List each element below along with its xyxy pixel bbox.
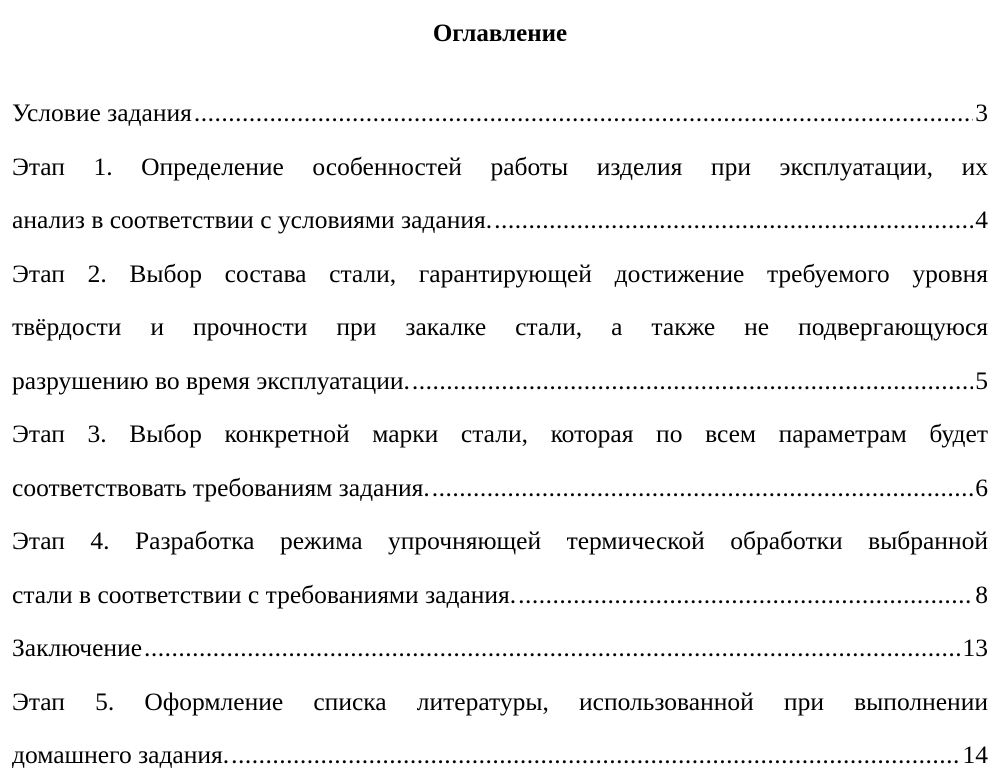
- toc-entry-last-line: [12, 193, 988, 247]
- toc-title: Оглавление: [432, 20, 568, 47]
- toc-page-number: 8: [975, 579, 988, 609]
- dot-leader: [432, 461, 973, 515]
- toc-page-number: 3: [975, 98, 988, 127]
- dot-leader: [412, 354, 973, 408]
- toc-entry-last-line: [12, 621, 988, 675]
- toc-entry-stage-5[interactable]: [12, 675, 988, 782]
- dot-leader: [494, 193, 973, 247]
- toc-entry-line: Этап 1. Определение особенностей работы изделия при эксплуатации, их: [12, 151, 988, 181]
- dot-leader: [194, 86, 973, 140]
- toc-entry-line: Этап 3. Выбор конкретной марки стали, которая по всем параметрам будет: [12, 419, 988, 448]
- toc-entry-lines: [12, 514, 988, 568]
- toc-entry-last-line: [12, 461, 988, 515]
- toc-entry-stage-1[interactable]: [12, 140, 988, 247]
- toc-entry-condition[interactable]: [12, 86, 988, 140]
- toc-entry-last-line: [12, 354, 988, 408]
- dot-leader: [144, 621, 960, 675]
- toc-entry-lines: [12, 675, 988, 729]
- toc-entry-conclusion[interactable]: [12, 621, 988, 675]
- toc-entry-stage-4[interactable]: [12, 514, 988, 621]
- toc-entry-text: соответствовать требованиям задания.: [12, 472, 430, 502]
- toc-entry-text: Условие задания: [12, 98, 192, 127]
- toc-entry-text: анализ в соответствии с условиями задания.: [12, 205, 493, 234]
- toc-page-number: 14: [962, 740, 988, 769]
- toc-page-number: 6: [975, 472, 988, 502]
- dot-leader: [518, 568, 973, 622]
- toc-entry-text: домашнего задания.: [12, 740, 230, 769]
- toc-entry-text: стали в соответствии с требованиями задания.: [12, 579, 517, 609]
- toc-entry-line: Этап 2. Выбор состава стали, гарантирующей достижение требуемого уровня: [12, 258, 988, 288]
- toc-page-number: 5: [975, 365, 988, 395]
- toc-page-number: 13: [962, 633, 988, 662]
- toc-entry-lines: [12, 247, 988, 354]
- toc-entry-lines: [12, 140, 988, 194]
- toc-page-number: 4: [975, 205, 988, 234]
- toc-entry-line: Этап 5. Оформление списка литературы, использованной при выполнении: [12, 686, 988, 716]
- dot-leader: [231, 728, 960, 782]
- toc-entry-last-line: [12, 568, 988, 622]
- toc-entry-stage-2[interactable]: [12, 247, 988, 408]
- toc-list: [12, 57, 988, 782]
- toc-entry-text: Заключение: [12, 633, 143, 662]
- toc-entry-last-line: [12, 86, 988, 140]
- toc-entry-text: разрушению во время эксплуатации.: [12, 365, 410, 395]
- toc-entry-lines: [12, 407, 988, 461]
- toc-entry-line: Этап 4. Разработка режима упрочняющей термической обработки выбранной: [12, 526, 988, 555]
- toc-entry-line: твёрдости и прочности при закалке стали, а также не подвергающуюся: [12, 312, 988, 341]
- toc-entry-last-line: [12, 728, 988, 782]
- toc-entry-stage-3[interactable]: [12, 407, 988, 514]
